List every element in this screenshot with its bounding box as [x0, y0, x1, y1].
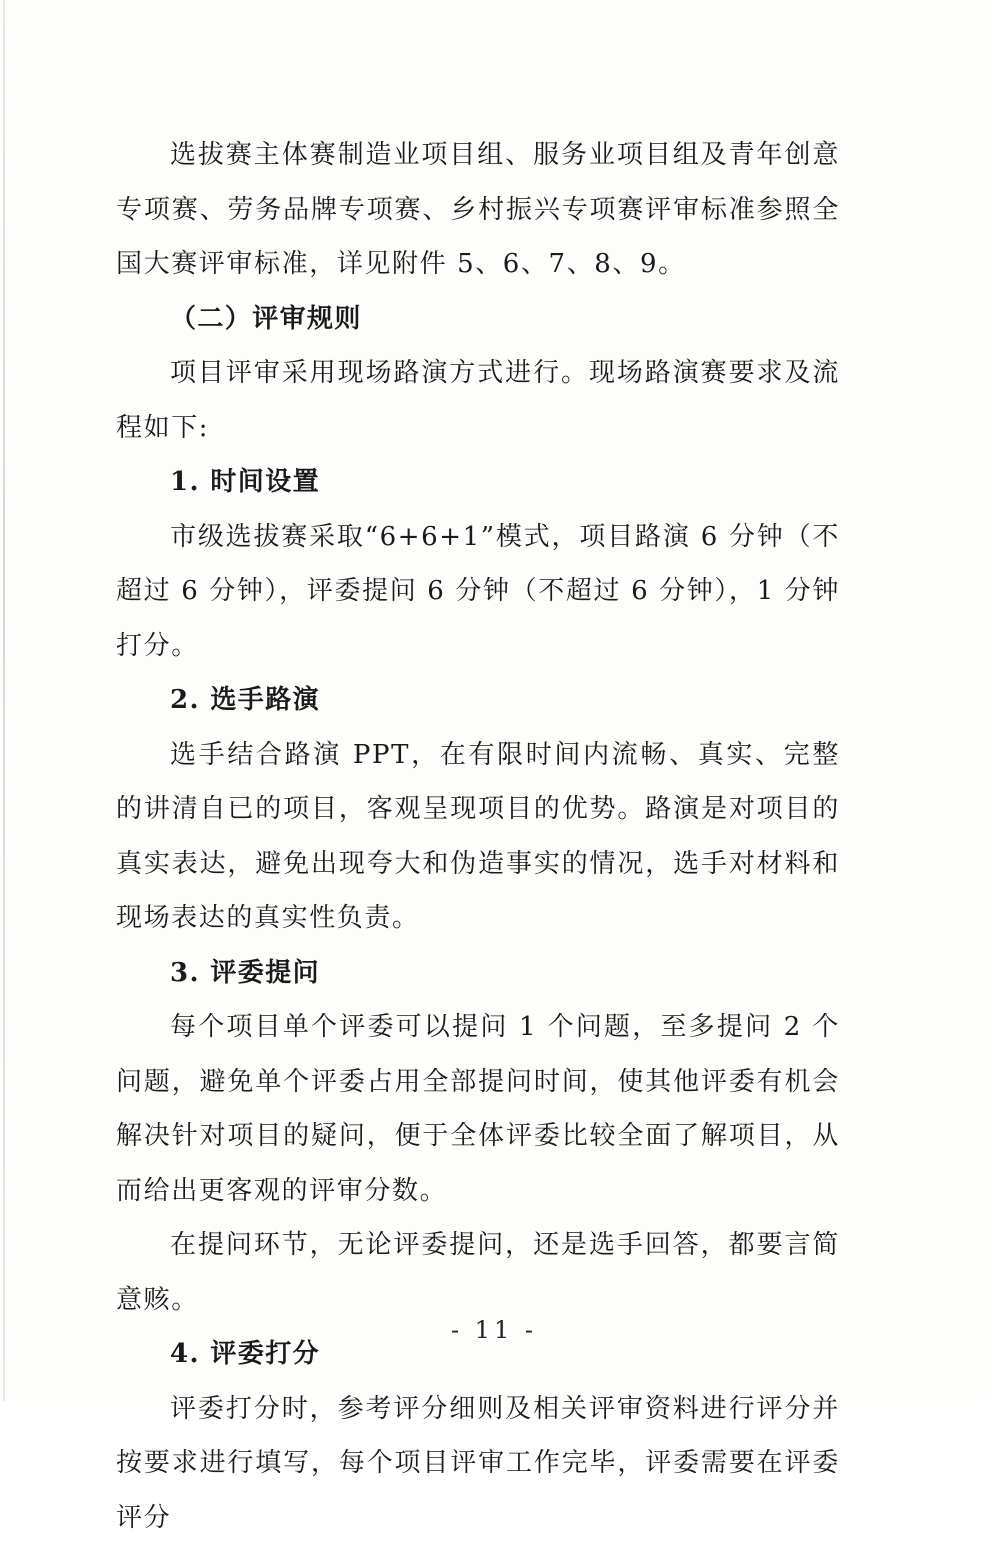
heading-contestant-roadshow: 2. 选手路演 [116, 673, 840, 728]
paragraph-judge-questions: 每个项目单个评委可以提问 1 个问题，至多提问 2 个问题，避免单个评委占用全部提问时间，使其他评委有机会解决针对项目的疑问，便于全体评委比较全面了解项目，从而给出更客观的评审分数。 [116, 1000, 840, 1218]
heading-time-setting: 1. 时间设置 [116, 455, 840, 510]
paragraph-qa-concise: 在提问环节，无论评委提问，还是选手回答，都要言简意赅。 [116, 1218, 840, 1327]
paragraph-judge-scoring: 评委打分时，参考评分细则及相关评审资料进行评分并按要求进行填写，每个项目评审工作完毕，评委需要在评委评分 [116, 1382, 840, 1545]
paragraph-time-setting: 市级选拔赛采取“6+6+1”模式，项目路演 6 分钟（不超过 6 分钟），评委提问 6 分钟（不超过 6 分钟），1 分钟打分。 [116, 510, 840, 674]
scan-edge [3, 0, 5, 1401]
heading-review-rules: （二）评审规则 [116, 292, 840, 347]
heading-judge-scoring: 4. 评委打分 [116, 1327, 840, 1382]
paragraph-roadshow-intro: 项目评审采用现场路演方式进行。现场路演赛要求及流程如下: [116, 346, 840, 455]
page-number: - 11 - [0, 1316, 988, 1344]
paragraph-contestant-roadshow: 选手结合路演 PPT，在有限时间内流畅、真实、完整的讲清自已的项目，客观呈现项目的优势。路演是对项目的真实表达，避免出现夸大和伪造事实的情况，选手对材料和现场表达的真实性负责。 [116, 728, 840, 946]
paragraph-selection-standards: 选拔赛主体赛制造业项目组、服务业项目组及青年创意专项赛、劳务品牌专项赛、乡村振兴专项赛评审标准参照全国大赛评审标准，详见附件 5、6、7、8、9。 [116, 128, 840, 292]
heading-judge-questions: 3. 评委提问 [116, 946, 840, 1001]
